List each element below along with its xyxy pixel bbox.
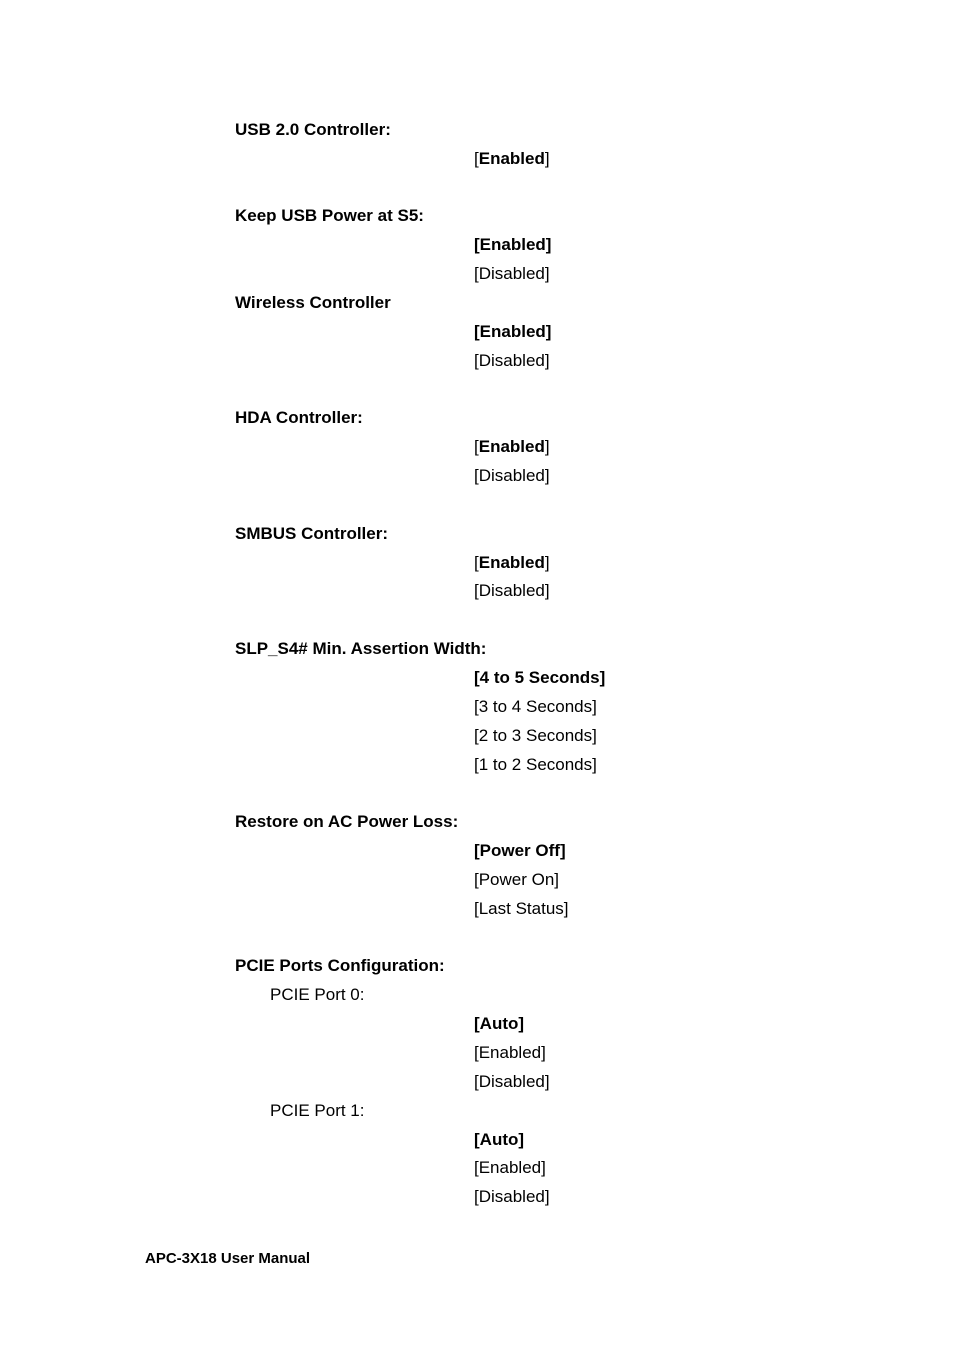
pcie-port-1-label: PCIE Port 1:: [270, 1101, 365, 1120]
slp-s4-option-3-to-4: [3 to 4 Seconds]: [474, 697, 597, 716]
slp-s4-option-2-to-3: [2 to 3 Seconds]: [474, 726, 597, 745]
wireless-controller-option-enabled: [Enabled]: [474, 322, 552, 341]
keep-usb-power-heading: Keep USB Power at S5:: [235, 206, 424, 225]
bracket-close: ]: [544, 149, 550, 168]
pcie-port-1-option-enabled: [Enabled]: [474, 1158, 546, 1177]
usb-controller-option-enabled: [474, 149, 550, 169]
pcie-port-1-option-disabled: [Disabled]: [474, 1187, 550, 1206]
hda-controller-heading: HDA Controller:: [235, 408, 363, 427]
restore-option-last-status: [Last Status]: [474, 899, 569, 918]
option-label: Enabled: [478, 149, 545, 168]
smbus-controller-heading: SMBUS Controller:: [235, 524, 388, 543]
slp-s4-assertion-heading: SLP_S4# Min. Assertion Width:: [235, 639, 487, 658]
pcie-port-0-option-disabled: [Disabled]: [474, 1072, 550, 1091]
keep-usb-power-option-enabled: [Enabled]: [474, 235, 552, 254]
bracket-open: [: [474, 437, 479, 456]
bracket-close: ]: [544, 437, 550, 456]
restore-option-power-off: [Power Off]: [474, 841, 566, 860]
usb-controller-heading: USB 2.0 Controller:: [235, 120, 391, 139]
pcie-port-0-label: PCIE Port 0:: [270, 985, 365, 1004]
hda-controller-option-disabled: [Disabled]: [474, 466, 550, 485]
pcie-port-1-option-auto: [Auto]: [474, 1130, 525, 1149]
option-label: Enabled: [478, 553, 545, 572]
restore-ac-power-heading: Restore on AC Power Loss:: [235, 812, 459, 831]
keep-usb-power-option-disabled: [Disabled]: [474, 264, 550, 283]
slp-s4-option-4-to-5: [4 to 5 Seconds]: [474, 668, 606, 687]
smbus-controller-option-disabled: [Disabled]: [474, 581, 550, 600]
bracket-open: [: [474, 149, 479, 168]
page-footer: APC-3X18 User Manual: [145, 1250, 311, 1267]
bracket-close: ]: [544, 553, 550, 572]
restore-option-power-on: [Power On]: [474, 870, 560, 889]
option-label: Enabled: [478, 437, 545, 456]
hda-controller-option-enabled: [474, 437, 550, 457]
slp-s4-option-1-to-2: [1 to 2 Seconds]: [474, 755, 597, 774]
smbus-controller-option-enabled: [474, 553, 550, 573]
pcie-ports-heading: PCIE Ports Configuration:: [235, 956, 445, 975]
bracket-open: [: [474, 553, 479, 572]
pcie-port-0-option-auto: [Auto]: [474, 1014, 525, 1033]
wireless-controller-heading: Wireless Controller: [235, 293, 391, 312]
pcie-port-0-option-enabled: [Enabled]: [474, 1043, 546, 1062]
wireless-controller-option-disabled: [Disabled]: [474, 351, 550, 370]
